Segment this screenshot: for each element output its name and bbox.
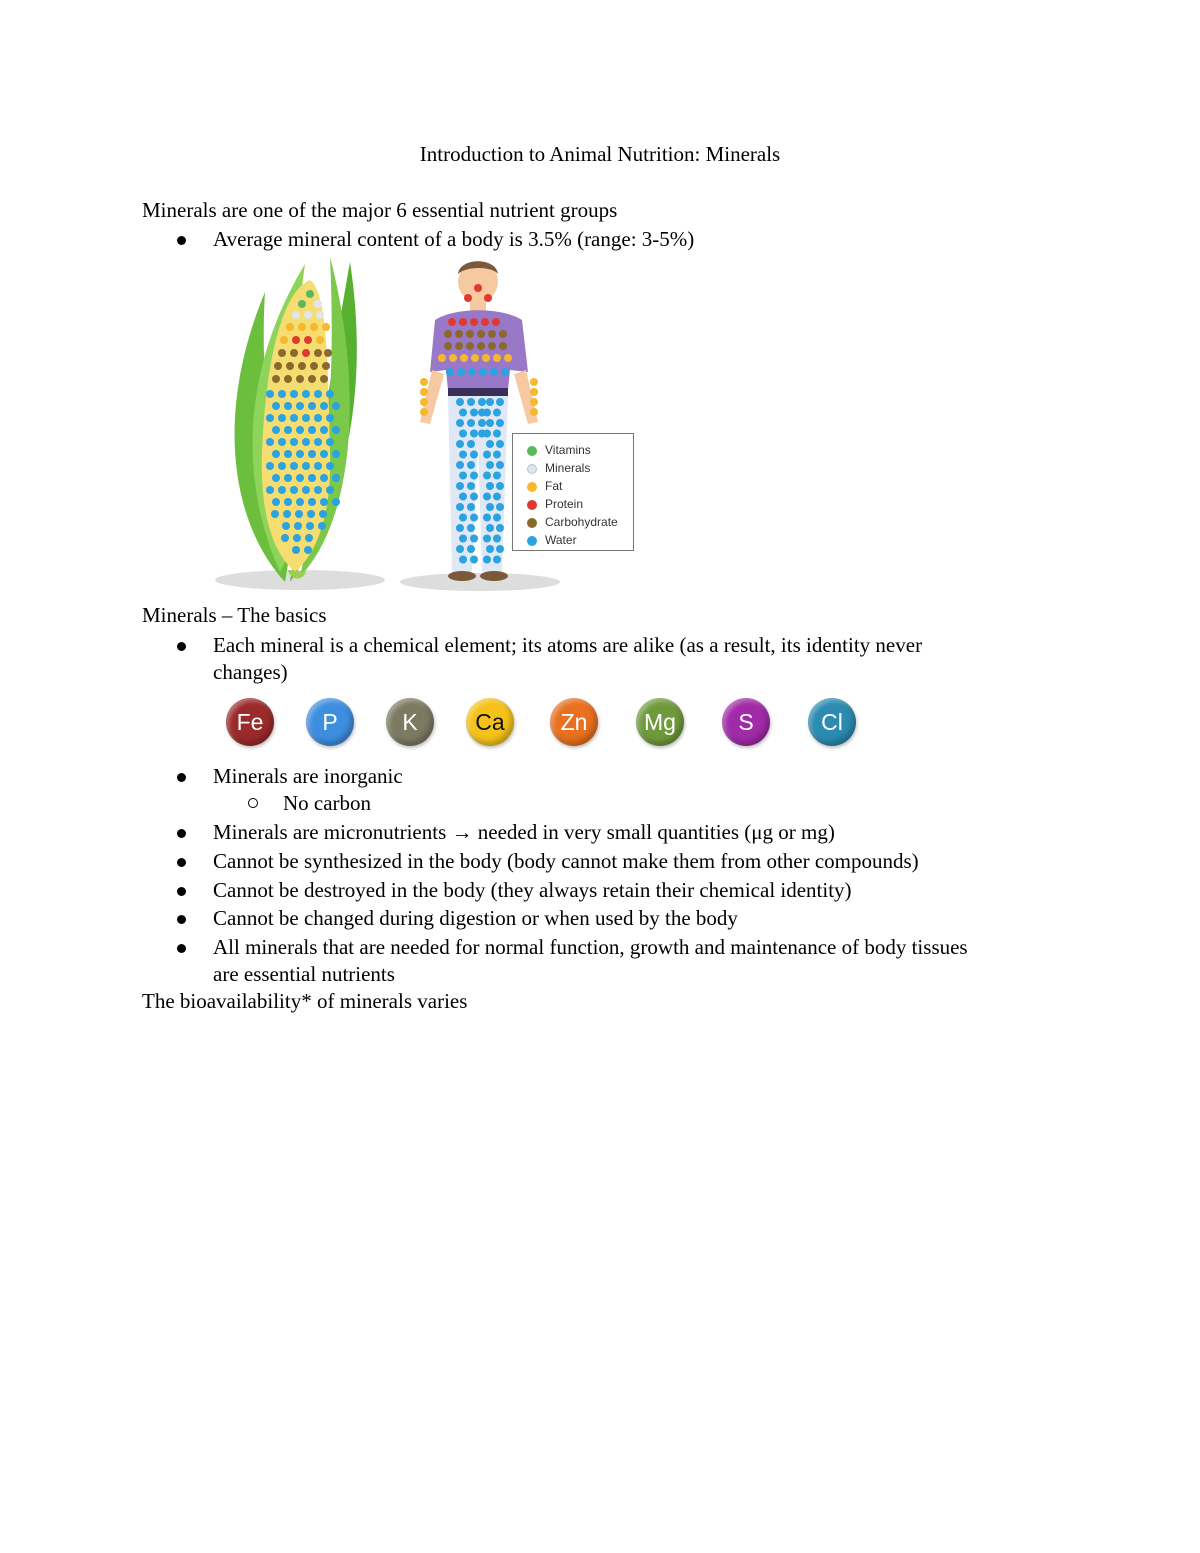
- nutrient-dot: [455, 342, 463, 350]
- nutrient-dot: [420, 398, 428, 406]
- nutrient-dot: [460, 354, 468, 362]
- nutrient-dot: [455, 330, 463, 338]
- water-dot: [290, 438, 298, 446]
- water-dot: [266, 390, 274, 398]
- nutrient-dot: [499, 330, 507, 338]
- water-dot: [284, 426, 292, 434]
- nutrient-dot: [468, 368, 476, 376]
- nutrient-dot: [470, 318, 478, 326]
- water-dot: [318, 522, 326, 530]
- nutrient-dot: [493, 409, 501, 417]
- water-dot: [272, 402, 280, 410]
- nutrient-dot: [467, 482, 475, 490]
- bullet-dot: [177, 829, 186, 838]
- water-dot: [296, 474, 304, 482]
- water-dot: [314, 390, 322, 398]
- nutrient-dot: [483, 451, 491, 459]
- carbohydrate-dot-icon: [527, 518, 537, 528]
- water-dot: [308, 474, 316, 482]
- water-dot: [272, 426, 280, 434]
- water-dot: [278, 486, 286, 494]
- element-mg-icon: Mg: [636, 698, 684, 746]
- water-dot: [308, 426, 316, 434]
- nutrient-dot: [467, 503, 475, 511]
- water-dot: [314, 438, 322, 446]
- bullet-dot: [177, 887, 186, 896]
- water-dot: [266, 486, 274, 494]
- nutrient-dot: [459, 514, 467, 522]
- water-dot: [296, 426, 304, 434]
- nutrient-dot: [488, 330, 496, 338]
- page-title: Introduction to Animal Nutrition: Minerals: [419, 142, 781, 166]
- element-zn-icon: Zn: [550, 698, 598, 746]
- fat-dot-icon: [527, 482, 537, 492]
- nutrient-dot: [459, 451, 467, 459]
- nutrient-dot: [456, 545, 464, 553]
- nutrient-dot: [470, 514, 478, 522]
- nutrient-dot: [470, 409, 478, 417]
- nutrient-dot: [493, 451, 501, 459]
- bullet-dot: [177, 944, 186, 953]
- water-dot: [284, 498, 292, 506]
- water-dot: [295, 510, 303, 518]
- intro-heading: Minerals are one of the major 6 essential nutrient groups: [142, 198, 618, 222]
- water-dot: [314, 462, 322, 470]
- nutrient-dot: [474, 284, 482, 292]
- nutrient-dot: [456, 482, 464, 490]
- nutrient-dot: [420, 388, 428, 396]
- nutrient-dot: [479, 368, 487, 376]
- water-dot: [326, 438, 334, 446]
- nutrient-dot: [486, 419, 494, 427]
- nutrient-dot: [470, 535, 478, 543]
- nutrient-dot: [478, 398, 486, 406]
- nutrient-dot: [530, 398, 538, 406]
- water-dot: [290, 414, 298, 422]
- figure-legend: Vitamins Minerals Fat Protein Carbohydrate Water: [512, 433, 634, 551]
- nutrient-dot: [478, 419, 486, 427]
- nutrient-dot: [467, 524, 475, 532]
- nutrient-dot: [499, 342, 507, 350]
- water-dot: [290, 462, 298, 470]
- water-dot: [307, 510, 315, 518]
- water-dot: [302, 390, 310, 398]
- basics-heading: Minerals – The basics: [142, 603, 327, 627]
- element-p-icon: P: [306, 698, 354, 746]
- nutrient-dot: [493, 556, 501, 564]
- water-dot: [284, 402, 292, 410]
- nutrient-dot: [459, 493, 467, 501]
- water-dot: [292, 546, 300, 554]
- bullet-dot: [177, 773, 186, 782]
- nutrient-dot: [530, 378, 538, 386]
- nutrient-dot: [486, 503, 494, 511]
- nutrient-dot: [492, 318, 500, 326]
- element-ca-icon: Ca: [466, 698, 514, 746]
- water-dot: [293, 534, 301, 542]
- nutrient-dot: [446, 368, 454, 376]
- water-dot: [319, 510, 327, 518]
- nutrient-dot: [464, 294, 472, 302]
- minerals-dot-icon: [527, 464, 537, 474]
- water-dot: [294, 522, 302, 530]
- nutrient-dot: [490, 368, 498, 376]
- bioavailability-line: The bioavailability* of minerals varies: [142, 989, 468, 1013]
- nutrient-dot: [482, 354, 490, 362]
- water-dot: [304, 546, 312, 554]
- nutrient-dot: [496, 524, 504, 532]
- water-dot: [314, 486, 322, 494]
- water-dot: [332, 474, 340, 482]
- nutrient-dot: [483, 535, 491, 543]
- water-dot: [332, 426, 340, 434]
- water-dot: [296, 498, 304, 506]
- nutrient-dot: [496, 419, 504, 427]
- element-symbols-row: [226, 698, 866, 750]
- nutrient-dot: [477, 342, 485, 350]
- water-dot: [320, 498, 328, 506]
- nutrient-dot: [470, 451, 478, 459]
- nutrient-dot: [467, 419, 475, 427]
- nutrient-dot: [470, 556, 478, 564]
- water-dot: [320, 474, 328, 482]
- water-dot: [284, 474, 292, 482]
- nutrient-dot: [486, 461, 494, 469]
- water-dot: [284, 450, 292, 458]
- nutrient-dot: [448, 318, 456, 326]
- water-dot: [326, 390, 334, 398]
- water-dot: [282, 522, 290, 530]
- nutrient-dot: [496, 545, 504, 553]
- water-dot: [308, 450, 316, 458]
- water-dot: [332, 402, 340, 410]
- water-dot: [302, 462, 310, 470]
- nutrient-dot: [444, 342, 452, 350]
- nutrient-dot: [467, 440, 475, 448]
- nutrient-dot: [459, 472, 467, 480]
- water-dot: [306, 522, 314, 530]
- element-fe-icon: Fe: [226, 698, 274, 746]
- nutrient-dot: [420, 378, 428, 386]
- nutrient-dot: [493, 472, 501, 480]
- nutrient-dot: [477, 330, 485, 338]
- nutrient-dot: [496, 482, 504, 490]
- bullet-dot: [177, 915, 186, 924]
- water-dot: [308, 498, 316, 506]
- water-dot: [290, 390, 298, 398]
- nutrient-dot: [483, 472, 491, 480]
- nutrient-dot: [484, 294, 492, 302]
- water-dot: [302, 486, 310, 494]
- nutrient-dot: [459, 535, 467, 543]
- vitamins-dot-icon: [527, 446, 537, 456]
- nutrient-dot: [493, 493, 501, 501]
- nutrient-dot: [496, 440, 504, 448]
- bullet-dot: [177, 236, 186, 245]
- bullet-dot: [177, 642, 186, 651]
- nutrient-dot: [457, 368, 465, 376]
- nutrient-dot: [486, 398, 494, 406]
- sub-bullet-circle: [248, 798, 258, 808]
- nutrient-dot: [504, 354, 512, 362]
- nutrient-dot: [470, 472, 478, 480]
- water-dot: [278, 438, 286, 446]
- water-dot: [296, 402, 304, 410]
- water-dot: [332, 498, 340, 506]
- water-dot: [266, 438, 274, 446]
- document-page: Introduction to Animal Nutrition: Minerals Minerals are one of the major 6 essential nutrient groups Average mineral content of a body is 3.5% (range: 3-5%) Vitamins Minerals Fat Protein Carbohydrate Water Minerals – The basics Each mineral is a chemical element; its atoms are alike (as a result, its identity never changes) Fe P K Ca Zn Mg S Cl Minerals are inorganic No carbon Minerals are micronutrients → needed in very small quantities (μg or mg) Cannot be synthesized in the body (body cannot make them from other compounds) Cannot be destroyed in the body (they always retain their chemical identity) Cannot be changed during digestion or when used by the body All minerals that are needed for normal function, growth and maintenance of body tissues are essential nutrients The bioavailability* of minerals varies: [0, 0, 1200, 1553]
- nutrient-dot: [449, 354, 457, 362]
- nutrient-dot: [488, 342, 496, 350]
- nutrient-dot: [459, 318, 467, 326]
- water-dot: [283, 510, 291, 518]
- water-dot: [266, 462, 274, 470]
- water-dot: [326, 414, 334, 422]
- nutrient-dot: [466, 342, 474, 350]
- nutrient-dot: [486, 482, 494, 490]
- water-dot: [278, 414, 286, 422]
- nutrient-dot: [486, 440, 494, 448]
- nutrient-dot: [493, 354, 501, 362]
- water-dot: [271, 510, 279, 518]
- nutrient-dot: [456, 440, 464, 448]
- element-s-icon: S: [722, 698, 770, 746]
- nutrient-dot: [486, 524, 494, 532]
- water-dot: [281, 534, 289, 542]
- nutrient-dot: [493, 514, 501, 522]
- water-dot: [272, 474, 280, 482]
- water-dot: [290, 486, 298, 494]
- nutrient-dot: [467, 545, 475, 553]
- nutrient-dot: [493, 535, 501, 543]
- nutrient-dot: [483, 409, 491, 417]
- water-dot: [314, 414, 322, 422]
- water-dot: [332, 450, 340, 458]
- nutrient-dot: [456, 524, 464, 532]
- nutrient-dot: [466, 330, 474, 338]
- water-dot: [326, 462, 334, 470]
- water-dot: [305, 534, 313, 542]
- nutrient-dot: [456, 419, 464, 427]
- person-shadow: [400, 573, 560, 591]
- nutrient-dot: [444, 330, 452, 338]
- nutrient-dot: [467, 461, 475, 469]
- water-dot: [320, 426, 328, 434]
- protein-dot-icon: [527, 500, 537, 510]
- nutrient-dot: [470, 430, 478, 438]
- nutrient-dot: [483, 556, 491, 564]
- water-dot: [320, 450, 328, 458]
- water-dot: [278, 462, 286, 470]
- nutrient-dot: [456, 461, 464, 469]
- water-dot-icon: [527, 536, 537, 546]
- nutrient-dot: [496, 503, 504, 511]
- nutrient-dot: [456, 398, 464, 406]
- water-dot: [266, 414, 274, 422]
- nutrient-dot: [459, 409, 467, 417]
- water-dot: [272, 450, 280, 458]
- nutrient-dot: [483, 430, 491, 438]
- water-dot: [272, 498, 280, 506]
- nutrient-dot: [471, 354, 479, 362]
- nutrient-dot: [459, 556, 467, 564]
- nutrient-dot: [438, 354, 446, 362]
- water-dot: [302, 414, 310, 422]
- nutrient-dot: [483, 493, 491, 501]
- nutrient-dot: [496, 398, 504, 406]
- water-dot: [296, 450, 304, 458]
- water-dot: [302, 438, 310, 446]
- water-dot: [326, 486, 334, 494]
- bullet-dot: [177, 858, 186, 867]
- nutrient-dot: [481, 318, 489, 326]
- nutrient-dot: [483, 514, 491, 522]
- element-k-icon: K: [386, 698, 434, 746]
- nutrient-dot: [420, 408, 428, 416]
- nutrient-dot: [470, 493, 478, 501]
- nutrient-dot: [530, 388, 538, 396]
- nutrient-dot: [456, 503, 464, 511]
- nutrient-dot: [530, 408, 538, 416]
- nutrient-dot: [493, 430, 501, 438]
- water-dot: [278, 390, 286, 398]
- water-dot: [308, 402, 316, 410]
- water-dot: [320, 402, 328, 410]
- nutrient-dot: [467, 398, 475, 406]
- nutrient-dot: [459, 430, 467, 438]
- nutrient-dot: [496, 461, 504, 469]
- nutrient-dot: [501, 368, 509, 376]
- nutrient-dot: [486, 545, 494, 553]
- element-cl-icon: Cl: [808, 698, 856, 746]
